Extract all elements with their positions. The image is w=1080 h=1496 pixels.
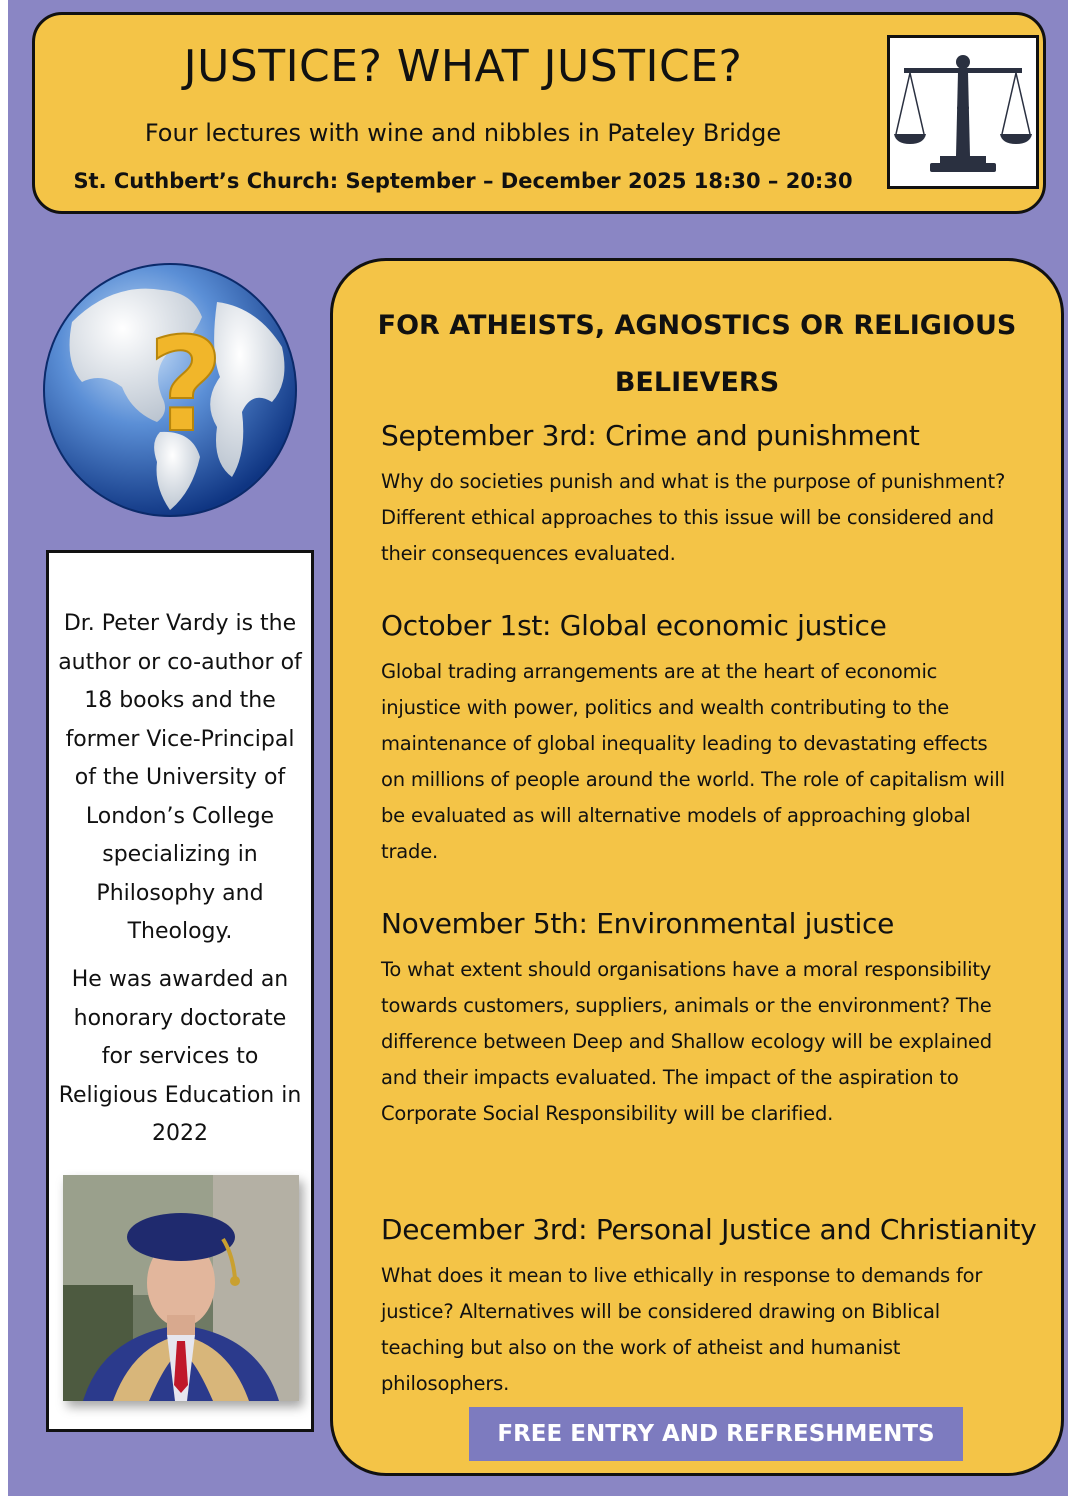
lecture-panel: [330, 258, 1064, 1476]
bio-paragraph-award: He was awarded an honorary doctorate for services to Religious Education in 2022: [58, 967, 302, 1146]
audience-heading: FOR ATHEISTS, AGNOSTICS OR RELIGIOUS BELIEVERS: [377, 310, 1017, 398]
poster-title: JUSTICE? WHAT JUSTICE?: [183, 41, 743, 92]
scales-of-justice-icon: [887, 35, 1039, 189]
lecture-description: Global trading arrangements are at the heart of economic injustice with power, politics and wealth contributing to the maintenance of global inequality leading to devastating effects on millions of people around the world. The role of capitalism will be evaluated as will alternative models of approaching global trade.: [381, 660, 1005, 863]
globe-question-mark-icon: [42, 262, 298, 518]
lecture-item: [381, 1213, 1037, 1402]
header-banner: [32, 12, 1046, 214]
lecture-title: November 5th: Environmental justice: [381, 907, 895, 940]
venue-and-dates: St. Cuthbert’s Church: September – December 2025 18:30 – 20:30: [73, 169, 853, 193]
speaker-bio: [46, 550, 314, 1432]
lecture-title: October 1st: Global economic justice: [381, 609, 887, 642]
lecture-description: Why do societies punish and what is the purpose of punishment? Different ethical approaches to this issue will be considered and their consequences evaluated.: [381, 470, 1006, 565]
poster-subtitle: Four lectures with wine and nibbles in Pateley Bridge: [144, 119, 782, 147]
lecture-description: What does it mean to live ethically in response to demands for justice? Alternatives will be considered drawing on Biblical teaching but also on the work of atheist and humanist philosophers.: [381, 1264, 983, 1395]
lecture-description: To what extent should organisations have a moral responsibility towards customers, suppliers, animals or the environment? The difference between Deep and Shallow ecology will be explained and their impacts evaluated. The impact of the aspiration to Corporate Social Responsibility will be clarified.: [381, 958, 992, 1125]
lecture-title: September 3rd: Crime and punishment: [381, 419, 920, 452]
bio-paragraph: Dr. Peter Vardy is the author or co-author of 18 books and the former Vice-Principal of the University of London’s College specializing in Philosophy and Theology.: [58, 611, 302, 944]
lecture-title: December 3rd: Personal Justice and Christianity: [381, 1213, 1037, 1246]
lecture-item: [381, 419, 1011, 572]
poster: [8, 0, 1068, 1496]
free-entry-banner: FREE ENTRY AND REFRESHMENTS: [469, 1407, 963, 1461]
speaker-photo: [63, 1175, 299, 1401]
lecture-item: [381, 907, 1011, 1132]
svg-text:?: ?: [148, 309, 224, 461]
lecture-item: [381, 609, 1011, 870]
